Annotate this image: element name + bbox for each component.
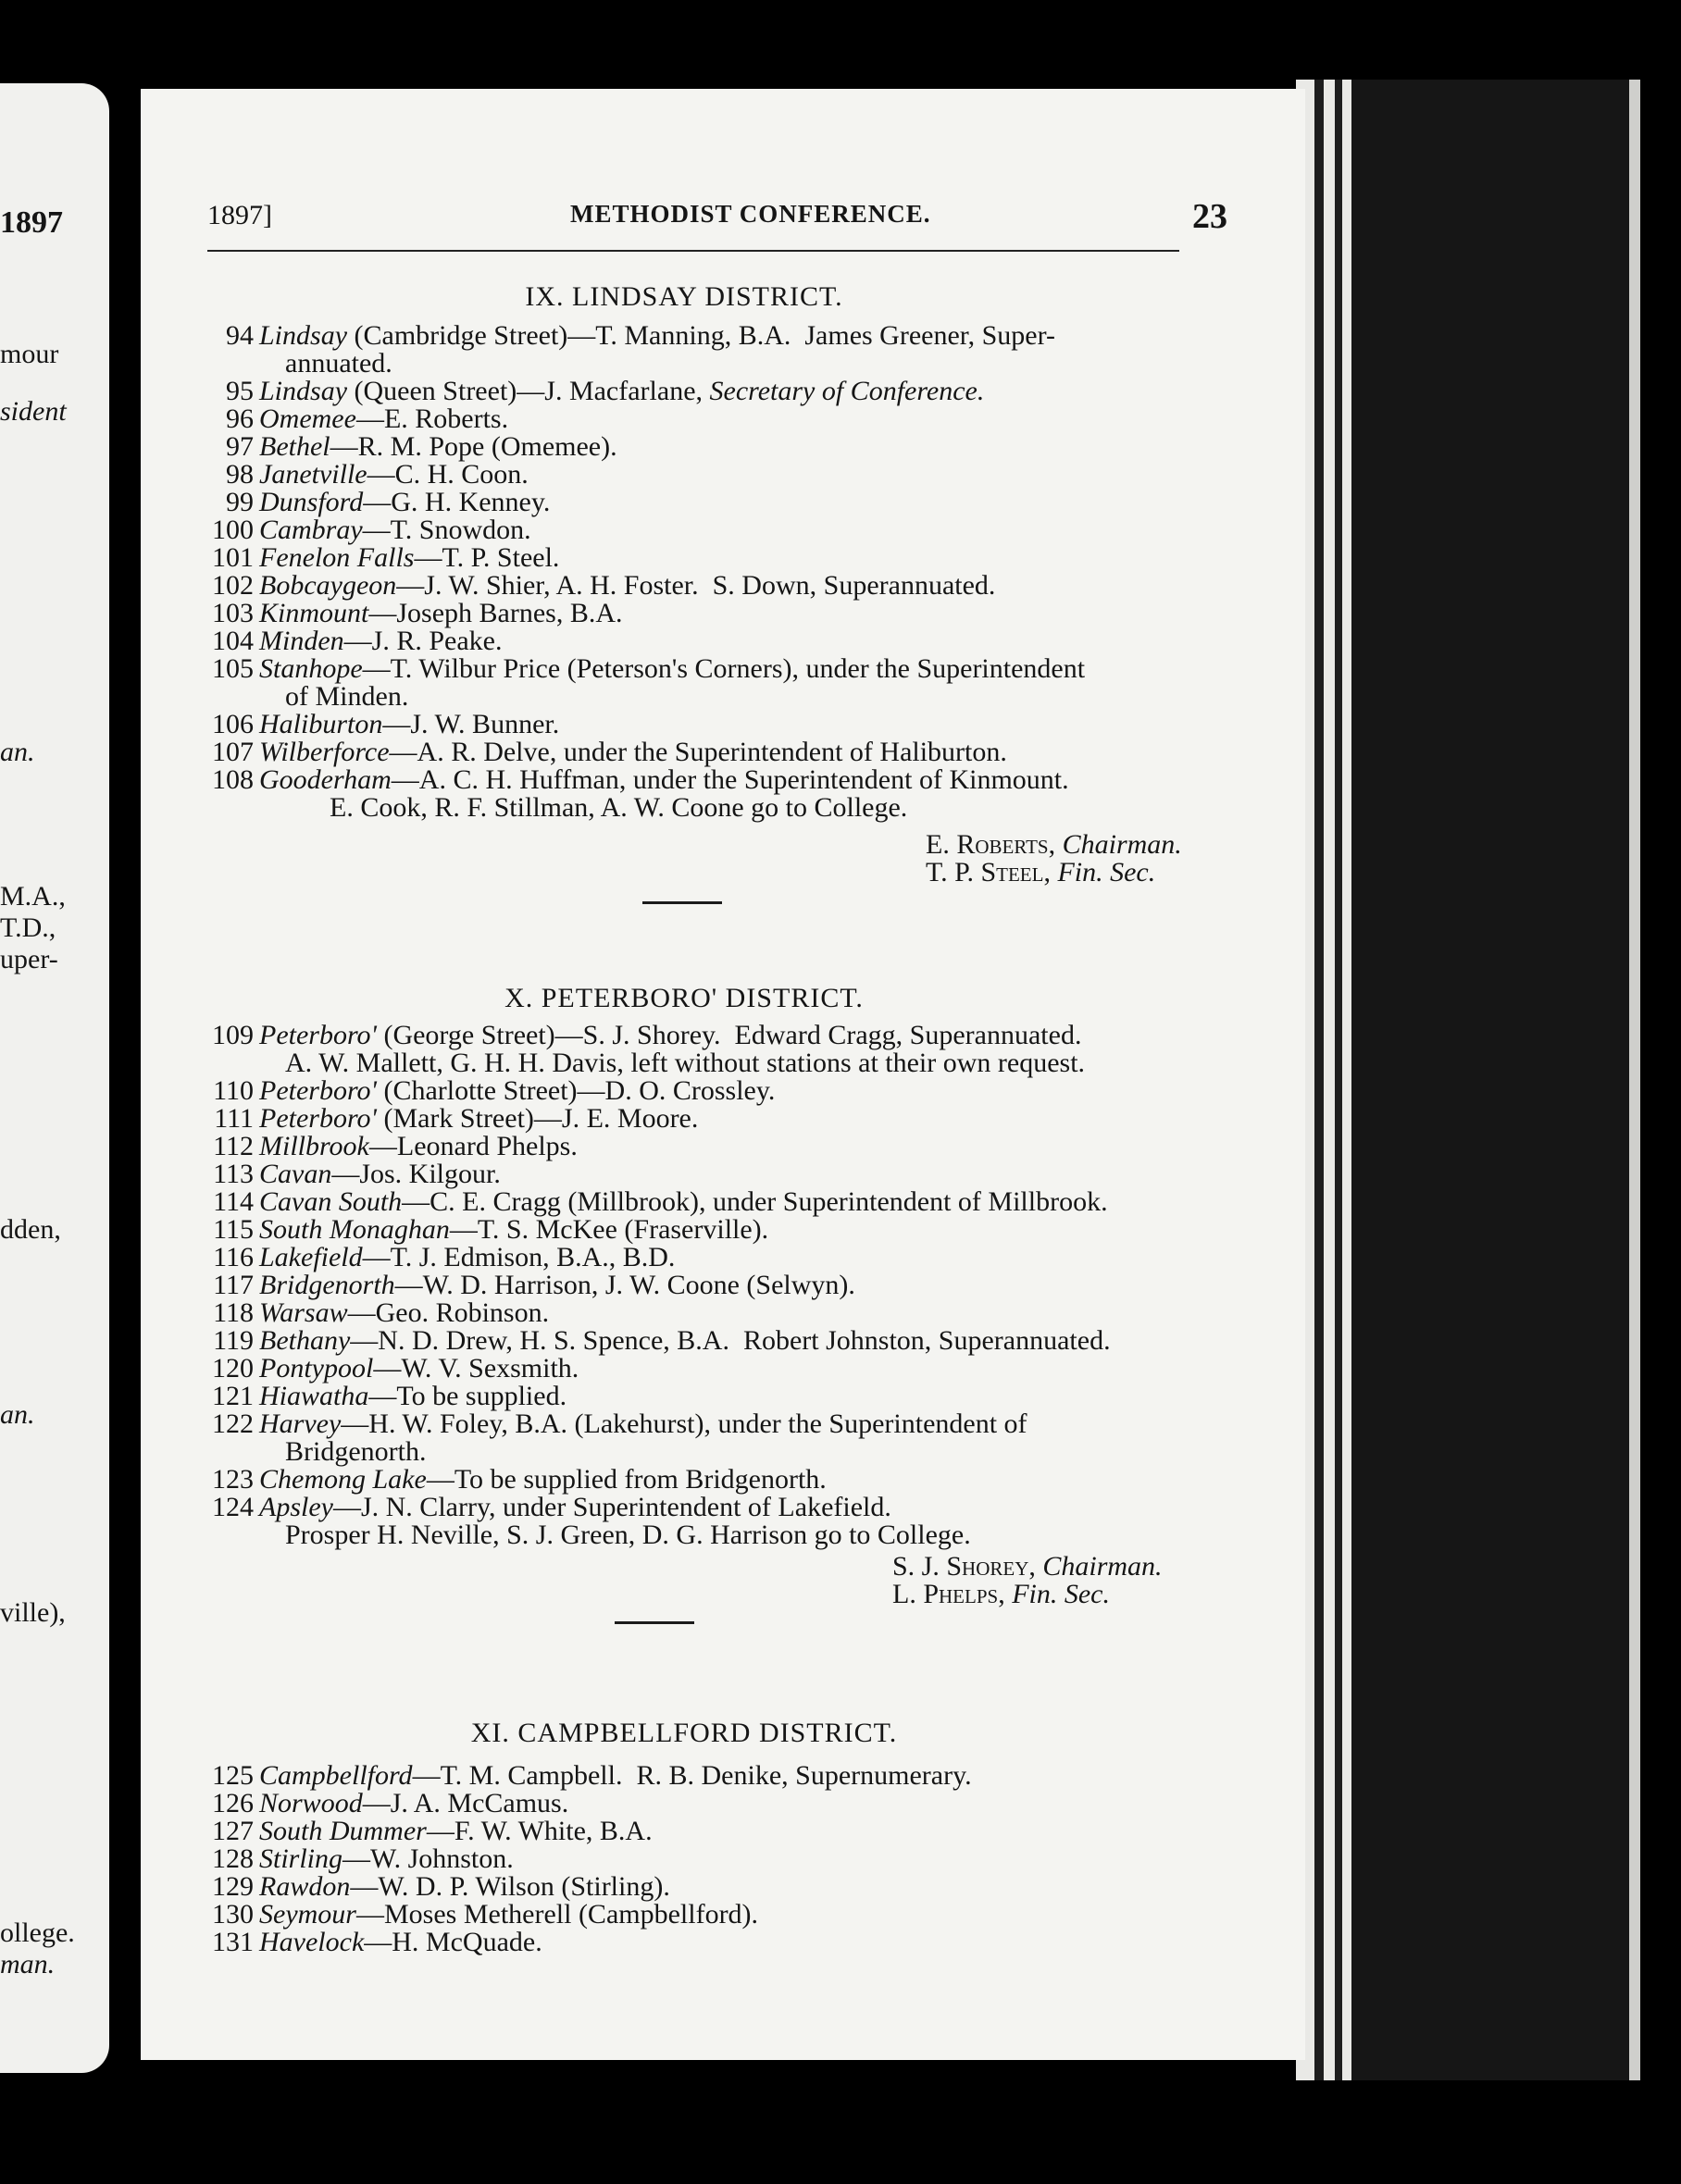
- left-page-text: sident: [0, 396, 67, 427]
- station-number: 110: [213, 1075, 254, 1106]
- page-edge-shadow: [1335, 80, 1342, 2080]
- station-entry: [207, 1762, 1235, 1790]
- station-appointment: —T. Wilbur Price (Peterson's Corners), under the Superintendent: [362, 653, 1086, 684]
- district-section: [207, 283, 1235, 904]
- station-place: Campbellford: [259, 1760, 413, 1791]
- station-number: 99: [226, 487, 254, 517]
- station-entry: [207, 1272, 1235, 1299]
- station-entry: [207, 1133, 1235, 1160]
- station-place: Havelock: [259, 1927, 365, 1957]
- station-entry: [207, 766, 1235, 794]
- signature-name: S. J. Shorey,: [892, 1551, 1036, 1582]
- station-number: 98: [226, 459, 254, 490]
- signature-line: [207, 1581, 1235, 1608]
- station-entry: [207, 1327, 1235, 1355]
- left-page-text: dden,: [0, 1214, 61, 1245]
- signature-role: Chairman.: [1042, 1551, 1163, 1582]
- signature-role: Chairman.: [1062, 829, 1182, 860]
- station-number: 96: [226, 403, 254, 434]
- section-divider: [642, 901, 722, 904]
- station-place: Bethany: [259, 1325, 351, 1356]
- station-appointment: —J. A. McCamus.: [362, 1788, 569, 1818]
- station-entry: [207, 627, 1235, 655]
- station-number: 107: [212, 737, 254, 767]
- station-number: 105: [212, 653, 254, 684]
- station-number: 123: [212, 1464, 254, 1495]
- station-number: 100: [212, 515, 254, 545]
- district-title: X. PETERBORO' DISTRICT.: [504, 983, 864, 1013]
- station-appointment: (Cambridge Street)—T. Manning, B.A. James Greener, Super-: [347, 320, 1055, 351]
- station-number: 97: [226, 431, 254, 462]
- station-entry: [207, 1188, 1235, 1216]
- station-appointment: —H. McQuade.: [364, 1927, 542, 1957]
- station-number: 95: [226, 376, 254, 406]
- station-appointment: —T. S. McKee (Fraserville).: [449, 1214, 769, 1245]
- station-entry: [207, 1410, 1235, 1438]
- station-number: 102: [212, 570, 254, 601]
- station-number: 104: [212, 626, 254, 656]
- left-page-text: ollege.: [0, 1917, 75, 1948]
- station-place: Chemong Lake: [259, 1464, 427, 1495]
- district-section: [207, 985, 1235, 1624]
- signature-name: E. Roberts,: [926, 829, 1056, 860]
- station-place: Seymour: [259, 1899, 356, 1930]
- station-appointment: —C. H. Coon.: [367, 459, 529, 490]
- station-appointment: —J. W. Bunner.: [382, 709, 560, 739]
- station-appointment: —R. M. Pope (Omemee).: [330, 431, 617, 462]
- station-appointment: (Queen Street)—J. Macfarlane,: [347, 376, 710, 406]
- header-year: 1897]: [207, 200, 272, 230]
- station-place: Stanhope: [259, 653, 363, 684]
- station-number: 103: [212, 598, 254, 628]
- left-page-text: M.A.,: [0, 881, 66, 912]
- station-appointment: (Mark Street)—J. E. Moore.: [376, 1103, 699, 1134]
- signature-line: [207, 831, 1235, 859]
- station-place: Pontypool: [259, 1353, 374, 1384]
- station-number: 106: [212, 709, 254, 739]
- station-appointment: —To be supplied from Bridgenorth.: [426, 1464, 827, 1495]
- station-appointment: —W. D. P. Wilson (Stirling).: [350, 1871, 670, 1902]
- station-place: Cambray: [259, 515, 363, 545]
- college-note: E. Cook, R. F. Stillman, A. W. Coone go to College.: [330, 792, 908, 823]
- station-entry: [207, 1466, 1235, 1494]
- station-place: Stirling: [259, 1843, 343, 1874]
- left-page-text: man.: [0, 1949, 56, 1979]
- station-entry: [207, 1160, 1235, 1188]
- left-page-text: ville),: [0, 1597, 66, 1628]
- station-entry: [207, 1929, 1235, 1956]
- station-number: 131: [212, 1927, 254, 1957]
- signature-name: L. Phelps,: [892, 1579, 1005, 1609]
- station-place: Kinmount: [259, 598, 369, 628]
- station-place: Dunsford: [259, 487, 364, 517]
- station-place: Haliburton: [259, 709, 383, 739]
- signature-role: Fin. Sec.: [1057, 857, 1156, 887]
- station-appointment: —H. W. Foley, B.A. (Lakehurst), under the Superintendent of: [341, 1408, 1027, 1439]
- station-entry: [207, 1901, 1235, 1929]
- station-number: 112: [213, 1131, 254, 1161]
- station-continuation: [207, 1438, 1235, 1466]
- station-place: Bridgenorth: [259, 1270, 395, 1300]
- station-number: 119: [213, 1325, 254, 1356]
- station-appointment: —Moses Metherell (Campbellford).: [355, 1899, 759, 1930]
- left-page-text: mour: [0, 339, 59, 369]
- station-place: Janetville: [259, 459, 367, 490]
- station-appointment: —Leonard Phelps.: [368, 1131, 578, 1161]
- station-appointment: —T. J. Edmison, B.A., B.D.: [362, 1242, 676, 1272]
- station-list: [207, 1022, 1235, 1521]
- station-entry: [207, 1845, 1235, 1873]
- station-entry: [207, 600, 1235, 627]
- station-entry: [207, 433, 1235, 461]
- station-place: Rawdon: [259, 1871, 351, 1902]
- station-entry: [207, 1818, 1235, 1845]
- station-number: 126: [212, 1788, 254, 1818]
- station-entry: [207, 489, 1235, 516]
- station-number: 127: [212, 1816, 254, 1846]
- station-number: 113: [213, 1159, 254, 1189]
- signature-name: T. P. Steel,: [926, 857, 1051, 887]
- station-place: Bobcaygeon: [259, 570, 397, 601]
- book-page: [141, 89, 1305, 2060]
- station-entry: [207, 572, 1235, 600]
- continuation-text: of Minden.: [285, 681, 409, 712]
- station-number: 121: [212, 1381, 254, 1411]
- station-appointment: —T. M. Campbell. R. B. Denike, Supernumerary.: [412, 1760, 972, 1791]
- station-entry: [207, 1216, 1235, 1244]
- station-place: Minden: [259, 626, 344, 656]
- station-number: 128: [212, 1843, 254, 1874]
- station-appointment: —G. H. Kenney.: [363, 487, 551, 517]
- page-edge: [1629, 80, 1640, 2080]
- station-continuation: [207, 683, 1235, 711]
- station-appointment: —E. Roberts.: [355, 403, 509, 434]
- left-page-text: an.: [0, 737, 35, 767]
- station-number: 117: [213, 1270, 254, 1300]
- station-place: Apsley: [259, 1492, 333, 1522]
- station-place: Cavan South: [259, 1186, 403, 1217]
- station-place: South Dummer: [259, 1816, 427, 1846]
- left-page-text: an.: [0, 1399, 35, 1430]
- section-divider: [615, 1621, 694, 1624]
- station-number: 124: [212, 1492, 254, 1522]
- station-place: Warsaw: [259, 1297, 348, 1328]
- book-edge-stack: [1351, 80, 1629, 2080]
- district-section: [207, 1719, 1235, 1956]
- header-title: METHODIST CONFERENCE.: [570, 200, 931, 228]
- station-number: 108: [212, 764, 254, 795]
- station-number: 116: [213, 1242, 254, 1272]
- station-appointment: —T. P. Steel.: [414, 542, 560, 573]
- station-appointment: —W. D. Harrison, J. W. Coone (Selwyn).: [394, 1270, 855, 1300]
- station-appointment: —T. Snowdon.: [362, 515, 531, 545]
- page-edge-shadow: [1314, 80, 1324, 2080]
- station-number: 118: [213, 1297, 254, 1328]
- station-number: 122: [212, 1408, 254, 1439]
- station-entry: [207, 1873, 1235, 1901]
- station-appointment: —J. R. Peake.: [343, 626, 503, 656]
- running-header: [207, 197, 1227, 241]
- station-number: 94: [226, 320, 254, 351]
- station-entry: [207, 711, 1235, 738]
- station-appointment: —N. D. Drew, H. S. Spence, B.A. Robert Johnston, Superannuated.: [350, 1325, 1111, 1356]
- station-appointment: —Joseph Barnes, B.A.: [368, 598, 623, 628]
- station-place: Hiawatha: [259, 1381, 369, 1411]
- station-appointment: —To be supplied.: [368, 1381, 567, 1411]
- station-appointment: —C. E. Cragg (Millbrook), under Superintendent of Millbrook.: [402, 1186, 1108, 1217]
- station-place: Fenelon Falls: [259, 542, 415, 573]
- station-entry: [207, 1022, 1235, 1049]
- left-page-year: 1897: [0, 205, 63, 240]
- station-entry: [207, 322, 1235, 350]
- district-title: XI. CAMPBELLFORD DISTRICT.: [470, 1718, 898, 1748]
- station-place: Peterboro': [259, 1103, 377, 1134]
- station-entry: [207, 655, 1235, 683]
- left-page-text: uper-: [0, 944, 58, 974]
- signature-role: Fin. Sec.: [1012, 1579, 1110, 1609]
- station-entry: [207, 1077, 1235, 1105]
- station-place: Millbrook: [259, 1131, 369, 1161]
- college-note: Prosper H. Neville, S. J. Green, D. G. Harrison go to College.: [285, 1520, 971, 1550]
- station-entry: [207, 1244, 1235, 1272]
- station-entry: [207, 1790, 1235, 1818]
- station-place: Lakefield: [259, 1242, 363, 1272]
- district-title: IX. LINDSAY DISTRICT.: [525, 281, 843, 312]
- station-place: Norwood: [259, 1788, 363, 1818]
- station-place: Lindsay: [259, 320, 348, 351]
- header-rule: [207, 250, 1179, 252]
- station-appointment-italic: Secretary of Conference.: [709, 376, 985, 406]
- continuation-text: Bridgenorth.: [285, 1436, 427, 1467]
- station-number: 101: [212, 542, 254, 573]
- station-list: [207, 1762, 1235, 1956]
- signature-line: [207, 859, 1235, 887]
- station-place: Peterboro': [259, 1020, 377, 1050]
- station-entry: [207, 544, 1235, 572]
- station-place: Harvey: [259, 1408, 342, 1439]
- station-place: Cavan: [259, 1159, 332, 1189]
- left-page-fragment: [0, 83, 109, 2073]
- station-number: 129: [212, 1871, 254, 1902]
- station-appointment: —W. Johnston.: [342, 1843, 514, 1874]
- station-place: Gooderham: [259, 764, 392, 795]
- station-entry: [207, 516, 1235, 544]
- station-place: Bethel: [259, 431, 330, 462]
- signature-line: [207, 1553, 1235, 1581]
- station-place: Wilberforce: [259, 737, 390, 767]
- station-appointment: —J. N. Clarry, under Superintendent of Lakefield.: [332, 1492, 891, 1522]
- left-page-text: T.D.,: [0, 912, 56, 943]
- station-entry: [207, 1105, 1235, 1133]
- station-number: 114: [213, 1186, 254, 1217]
- station-entry: [207, 738, 1235, 766]
- station-place: South Monaghan: [259, 1214, 450, 1245]
- station-entry: [207, 1494, 1235, 1521]
- station-appointment: (George Street)—S. J. Shorey. Edward Cragg, Superannuated.: [376, 1020, 1082, 1050]
- station-appointment: —F. W. White, B.A.: [426, 1816, 653, 1846]
- station-appointment: —A. R. Delve, under the Superintendent of Haliburton.: [389, 737, 1007, 767]
- station-appointment: —Geo. Robinson.: [347, 1297, 550, 1328]
- station-place: Lindsay: [259, 376, 348, 406]
- continuation-text: A. W. Mallett, G. H. H. Davis, left without stations at their own request.: [285, 1048, 1086, 1078]
- station-continuation: [207, 350, 1235, 378]
- station-appointment: —W. V. Sexsmith.: [373, 1353, 579, 1384]
- station-entry: [207, 378, 1235, 405]
- station-appointment: —A. C. H. Huffman, under the Superintendent of Kinmount.: [391, 764, 1069, 795]
- station-entry: [207, 1355, 1235, 1383]
- station-entry: [207, 1299, 1235, 1327]
- page-edge: [1342, 80, 1351, 2080]
- station-number: 115: [213, 1214, 254, 1245]
- station-entry: [207, 461, 1235, 489]
- station-number: 109: [212, 1020, 254, 1050]
- station-appointment: —J. W. Shier, A. H. Foster. S. Down, Superannuated.: [396, 570, 996, 601]
- station-place: Peterboro': [259, 1075, 377, 1106]
- page-edge: [1324, 80, 1335, 2080]
- station-entry: [207, 405, 1235, 433]
- station-number: 125: [212, 1760, 254, 1791]
- continuation-text: annuated.: [285, 348, 392, 378]
- station-appointment: —Jos. Kilgour.: [331, 1159, 501, 1189]
- station-appointment: (Charlotte Street)—D. O. Crossley.: [376, 1075, 776, 1106]
- page-number: 23: [1192, 197, 1227, 236]
- station-continuation: [207, 1049, 1235, 1077]
- station-place: Omemee: [259, 403, 356, 434]
- station-number: 111: [214, 1103, 254, 1134]
- station-list: [207, 322, 1235, 794]
- station-entry: [207, 1383, 1235, 1410]
- station-number: 120: [212, 1353, 254, 1384]
- station-number: 130: [212, 1899, 254, 1930]
